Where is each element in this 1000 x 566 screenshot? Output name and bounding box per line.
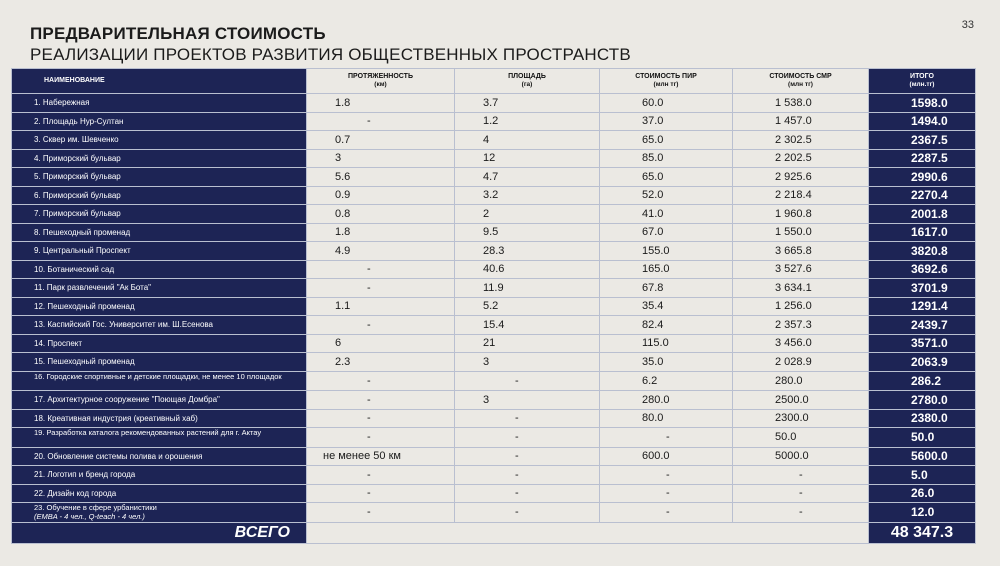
row-smr: 1 457.0 [733, 112, 869, 131]
row-name [12, 371, 307, 391]
row-pir: - [600, 503, 733, 523]
row-length: - [307, 112, 455, 131]
row-length: 0.9 [307, 186, 455, 205]
row-name [12, 353, 307, 372]
row-total: 2780.0 [869, 391, 976, 410]
row-name-text: 1. Набережная [34, 98, 90, 108]
row-pir: 65.0 [600, 131, 733, 150]
row-area: 4 [455, 131, 600, 150]
row-length: 2.3 [307, 353, 455, 372]
row-total: 5.0 [869, 466, 976, 485]
row-length: 0.7 [307, 131, 455, 150]
row-smr: 3 634.1 [733, 279, 869, 298]
row-smr: 2 302.5 [733, 131, 869, 150]
row-area: 21 [455, 334, 600, 353]
row-length: - [307, 391, 455, 410]
row-name-note: (EMBA - 4 чел., Q-teach - 4 чел.) [34, 511, 145, 521]
row-name-text: 15. Пешеходный променад [34, 357, 135, 367]
row-smr: 1 256.0 [733, 297, 869, 316]
row-name-text: 5. Приморский бульвар [34, 172, 121, 182]
row-area: 3.7 [455, 94, 600, 113]
row-smr: - [733, 466, 869, 485]
row-length: 1.8 [307, 94, 455, 113]
table-row [12, 279, 976, 298]
row-area: 28.3 [455, 242, 600, 261]
row-name-text: 22. Дизайн код города [34, 488, 117, 498]
row-length: 4.9 [307, 242, 455, 261]
row-length: 5.6 [307, 168, 455, 187]
row-pir: 155.0 [600, 242, 733, 261]
row-name-text: 8. Пешеходный променад [34, 227, 131, 237]
row-name-text: 20. Обновление системы полива и орошения [34, 451, 203, 461]
row-pir: 82.4 [600, 316, 733, 335]
row-area: - [455, 447, 600, 466]
table-row [12, 297, 976, 316]
row-pir: 67.0 [600, 223, 733, 242]
row-pir: 67.8 [600, 279, 733, 298]
row-name [12, 131, 307, 150]
row-total: 2287.5 [869, 149, 976, 168]
row-name [12, 409, 307, 428]
page-title: ПРЕДВАРИТЕЛЬНАЯ СТОИМОСТЬ [30, 24, 326, 43]
table-row [12, 428, 976, 448]
row-pir: 37.0 [600, 112, 733, 131]
header-pir: СТОИМОСТЬ ПИР (млн тг) [600, 69, 733, 94]
row-length: - [307, 466, 455, 485]
row-name [12, 260, 307, 279]
row-total: 2367.5 [869, 131, 976, 150]
cost-table-container [11, 68, 975, 544]
row-smr: 3 665.8 [733, 242, 869, 261]
total-value: 48 347.3 [869, 522, 976, 543]
row-name-text: 4. Приморский бульвар [34, 153, 121, 163]
table-row [12, 334, 976, 353]
table-row [12, 205, 976, 224]
row-name [12, 503, 307, 523]
row-pir: - [600, 466, 733, 485]
table-row [12, 149, 976, 168]
row-pir: 115.0 [600, 334, 733, 353]
row-area: 12 [455, 149, 600, 168]
row-smr: 1 550.0 [733, 223, 869, 242]
table-row [12, 94, 976, 113]
row-pir: 6.2 [600, 371, 733, 391]
row-pir: 280.0 [600, 391, 733, 410]
row-length: 6 [307, 334, 455, 353]
row-pir: 600.0 [600, 447, 733, 466]
row-name [12, 205, 307, 224]
row-pir: 60.0 [600, 94, 733, 113]
row-name-text: 3. Сквер им. Шевченко [34, 135, 119, 145]
row-pir: 80.0 [600, 409, 733, 428]
row-smr: 5000.0 [733, 447, 869, 466]
row-length: 3 [307, 149, 455, 168]
row-total: 2990.6 [869, 168, 976, 187]
row-area: 9.5 [455, 223, 600, 242]
row-length: - [307, 371, 455, 391]
row-name [12, 168, 307, 187]
row-smr: 2 357.3 [733, 316, 869, 335]
row-area: - [455, 428, 600, 448]
row-area: 3 [455, 391, 600, 410]
row-smr: 50.0 [733, 428, 869, 448]
row-total: 2380.0 [869, 409, 976, 428]
header-total: ИТОГО (млн.тг) [869, 69, 976, 94]
table-row [12, 447, 976, 466]
row-name [12, 112, 307, 131]
row-pir: - [600, 484, 733, 503]
row-area: 3.2 [455, 186, 600, 205]
row-name-text: 21. Логотип и бренд города [34, 470, 136, 480]
header-name: НАИМЕНОВАНИЕ [12, 69, 307, 94]
header-total-unit: (млн.тг) [909, 81, 935, 88]
table-row [12, 131, 976, 150]
row-total: 26.0 [869, 484, 976, 503]
table-row [12, 503, 976, 523]
row-name-text: 11. Парк развлечений "Ак Бота" [34, 283, 151, 293]
table-row [12, 242, 976, 261]
row-pir: 165.0 [600, 260, 733, 279]
row-length: 1.1 [307, 297, 455, 316]
row-total: 286.2 [869, 371, 976, 391]
row-total: 2270.4 [869, 186, 976, 205]
row-smr: 2300.0 [733, 409, 869, 428]
header-area: ПЛОЩАДЬ (га) [455, 69, 600, 94]
cost-table [11, 68, 976, 544]
row-name-text: 23. Обучение в сфере урбанистики [34, 503, 157, 512]
row-area: 1.2 [455, 112, 600, 131]
row-name-text: 12. Пешеходный променад [34, 301, 135, 311]
row-length: - [307, 260, 455, 279]
row-smr: - [733, 484, 869, 503]
row-total: 3692.6 [869, 260, 976, 279]
row-smr: 280.0 [733, 371, 869, 391]
row-area: 4.7 [455, 168, 600, 187]
table-row [12, 168, 976, 187]
row-total: 2063.9 [869, 353, 976, 372]
row-pir: 85.0 [600, 149, 733, 168]
table-row [12, 260, 976, 279]
row-total: 3701.9 [869, 279, 976, 298]
row-total: 1291.4 [869, 297, 976, 316]
row-length: - [307, 503, 455, 523]
row-area: - [455, 503, 600, 523]
row-length: не менее 50 км [307, 447, 455, 466]
row-smr: 2 028.9 [733, 353, 869, 372]
header-length-unit: (км) [374, 81, 387, 88]
header-length: ПРОТЯЖЕННОСТЬ (км) [307, 69, 455, 94]
row-name [12, 149, 307, 168]
table-row [12, 223, 976, 242]
row-smr: - [733, 503, 869, 523]
row-name-text: 17. Архитектурное сооружение "Поющая Домбра" [34, 395, 220, 405]
row-total: 3820.8 [869, 242, 976, 261]
total-spacer [307, 522, 869, 543]
row-name-text: 18. Креативная индустрия (креативный хаб) [34, 413, 198, 423]
row-name [12, 428, 307, 448]
row-name-text: 7. Приморский бульвар [34, 209, 121, 219]
row-smr: 2500.0 [733, 391, 869, 410]
row-name [12, 447, 307, 466]
page-number: 33 [961, 19, 974, 31]
row-name [12, 242, 307, 261]
table-total-row [12, 522, 976, 543]
row-total: 1494.0 [869, 112, 976, 131]
header-smr-unit: (млн тг) [788, 81, 813, 88]
row-name-text: 9. Центральный Проспект [34, 246, 131, 256]
page-subtitle: РЕАЛИЗАЦИИ ПРОЕКТОВ РАЗВИТИЯ ОБЩЕСТВЕННЫХ ПРОСТРАНСТВ [30, 45, 631, 64]
row-smr: 1 960.8 [733, 205, 869, 224]
row-smr: 2 218.4 [733, 186, 869, 205]
row-pir: - [600, 428, 733, 448]
row-name [12, 186, 307, 205]
row-name [12, 94, 307, 113]
row-length: - [307, 484, 455, 503]
row-pir: 65.0 [600, 168, 733, 187]
row-name-text: 6. Приморский бульвар [34, 190, 121, 200]
row-name-text: 2. Площадь Нур-Султан [34, 116, 124, 126]
row-length: - [307, 428, 455, 448]
table-row [12, 316, 976, 335]
row-area: 3 [455, 353, 600, 372]
row-area: 11.9 [455, 279, 600, 298]
row-pir: 35.0 [600, 353, 733, 372]
row-length: - [307, 316, 455, 335]
row-area: 40.6 [455, 260, 600, 279]
row-total: 50.0 [869, 428, 976, 448]
row-name-text: 14. Проспект [34, 338, 83, 348]
row-area: - [455, 466, 600, 485]
row-area: - [455, 371, 600, 391]
row-name [12, 484, 307, 503]
row-smr: 3 527.6 [733, 260, 869, 279]
row-pir: 41.0 [600, 205, 733, 224]
table-row [12, 371, 976, 391]
row-name [12, 316, 307, 335]
row-total: 5600.0 [869, 447, 976, 466]
table-body [12, 94, 976, 523]
row-name-text: 19. Разработка каталога рекомендованных растений для г. Актау [34, 428, 262, 437]
row-total: 2001.8 [869, 205, 976, 224]
row-name-text: 16. Городские спортивные и детские площадки, не менее 10 площадок [34, 371, 282, 381]
row-name [12, 334, 307, 353]
row-length: 0.8 [307, 205, 455, 224]
total-label: ВСЕГО [12, 522, 307, 543]
row-total: 1617.0 [869, 223, 976, 242]
header-smr: СТОИМОСТЬ СМР (млн тг) [733, 69, 869, 94]
row-length: - [307, 279, 455, 298]
row-smr: 2 925.6 [733, 168, 869, 187]
row-total: 1598.0 [869, 94, 976, 113]
row-area: 15.4 [455, 316, 600, 335]
row-area: - [455, 484, 600, 503]
row-total: 12.0 [869, 503, 976, 523]
row-name-text: 13. Каспийский Гос. Университет им. Ш.Есенова [34, 320, 213, 330]
row-smr: 2 202.5 [733, 149, 869, 168]
header-pir-unit: (млн тг) [653, 81, 679, 88]
table-row [12, 409, 976, 428]
table-row [12, 112, 976, 131]
row-total: 2439.7 [869, 316, 976, 335]
row-name [12, 297, 307, 316]
table-row [12, 186, 976, 205]
row-area: 2 [455, 205, 600, 224]
row-smr: 3 456.0 [733, 334, 869, 353]
table-row [12, 466, 976, 485]
row-area: - [455, 409, 600, 428]
row-total: 3571.0 [869, 334, 976, 353]
row-pir: 35.4 [600, 297, 733, 316]
table-row [12, 391, 976, 410]
header-area-unit: (га) [521, 81, 533, 88]
row-pir: 52.0 [600, 186, 733, 205]
table-header-row [12, 69, 976, 94]
row-name-text: 10. Ботанический сад [34, 264, 115, 274]
row-smr: 1 538.0 [733, 94, 869, 113]
row-name [12, 391, 307, 410]
row-area: 5.2 [455, 297, 600, 316]
table-row [12, 484, 976, 503]
row-length: - [307, 409, 455, 428]
row-length: 1.8 [307, 223, 455, 242]
row-name [12, 223, 307, 242]
row-name [12, 466, 307, 485]
row-name [12, 279, 307, 298]
table-row [12, 353, 976, 372]
